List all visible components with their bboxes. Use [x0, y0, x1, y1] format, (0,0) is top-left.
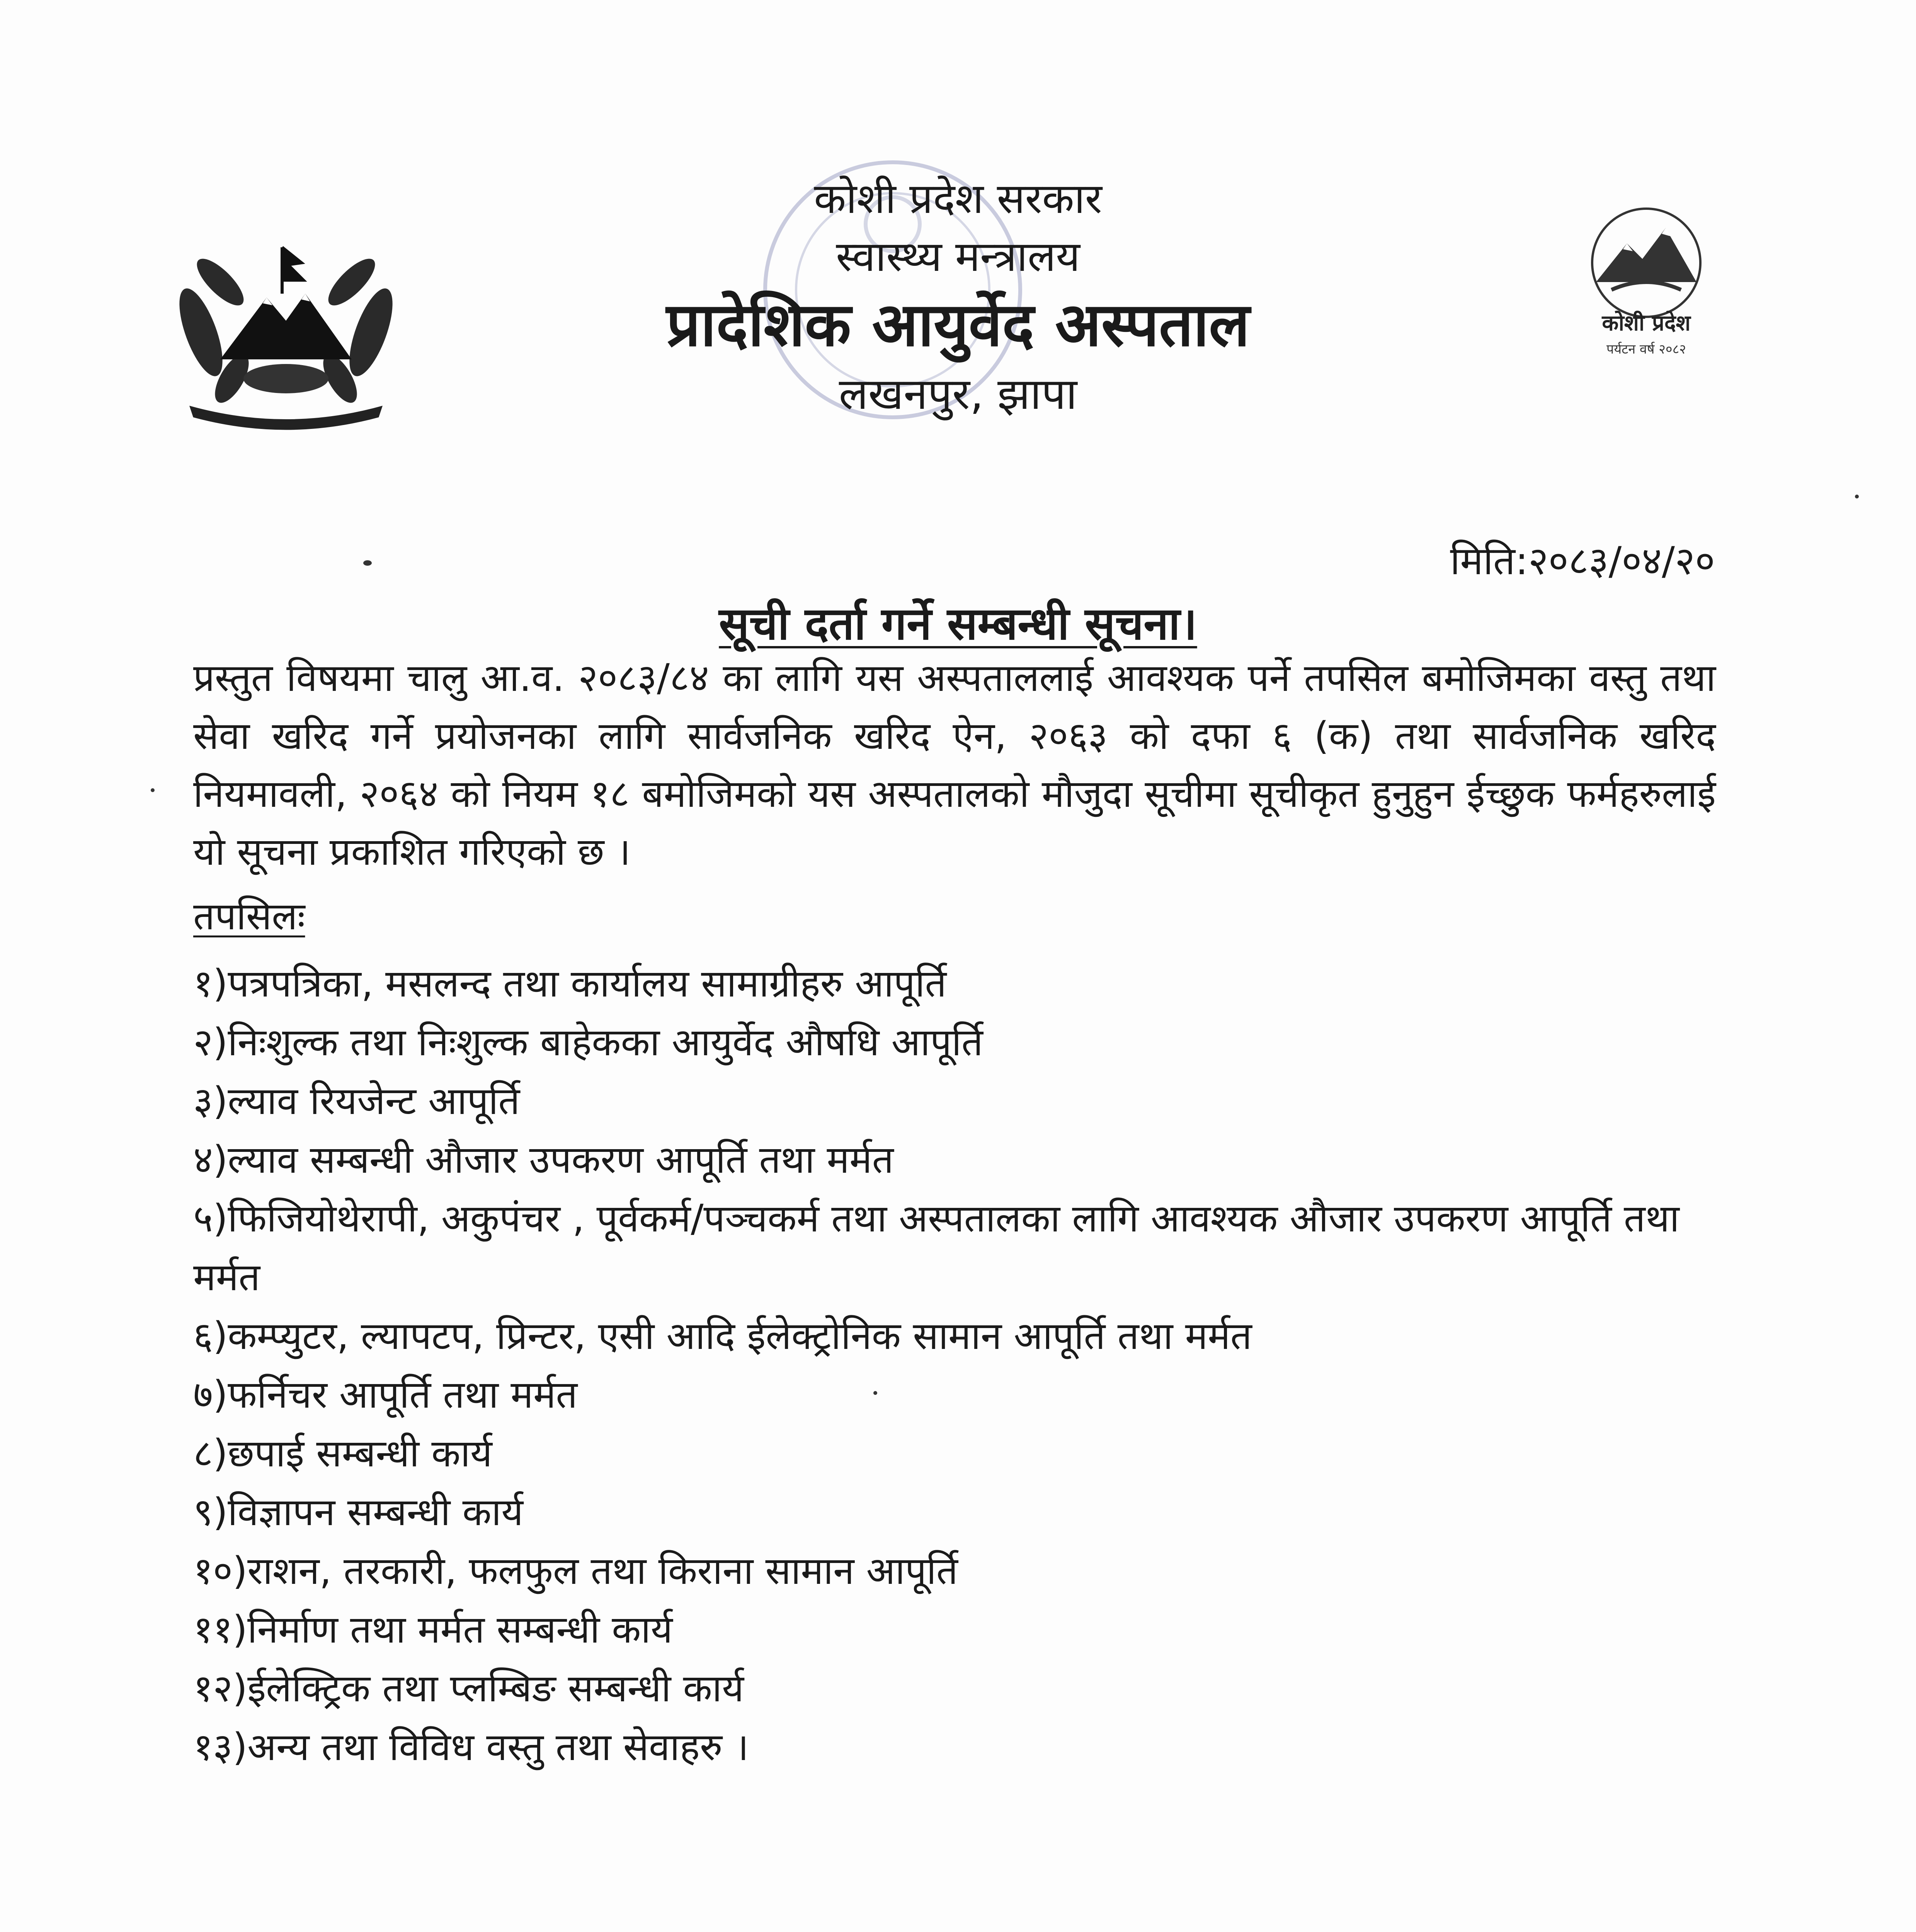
tapasil-heading: तपसिलः	[193, 895, 305, 939]
header-ministry: स्वास्थ्य मन्त्रालय	[836, 233, 1080, 281]
items-list	[193, 954, 1716, 1777]
list-item: ७)फर्निचर आपूर्ति तथा मर्मत	[193, 1373, 578, 1417]
list-item: १२)ईलेक्ट्रिक तथा प्लम्बिङ सम्बन्धी कार्य	[193, 1667, 744, 1711]
list-item: १३)अन्य तथा विविध वस्तु तथा सेवाहरु ।	[193, 1725, 749, 1769]
header-government: कोशी प्रदेश सरकार	[814, 175, 1102, 223]
scan-speck	[363, 560, 372, 566]
list-item: ९)विज्ञापन सम्बन्धी कार्य	[193, 1490, 523, 1534]
list-item: १०)राशन, तरकारी, फलफुल तथा किराना सामान आपूर्ति	[193, 1549, 958, 1593]
list-item: १)पत्रपत्रिका, मसलन्द तथा कार्यालय सामाग्रीहरु आपूर्ति	[193, 962, 947, 1006]
list-item: ४)ल्याव सम्बन्धी औजार उपकरण आपूर्ति तथा मर्मत	[193, 1138, 894, 1182]
notice-body: प्रस्तुत विषयमा चालु आ.व. २०८३/८४ का लागि यस अस्पताललाई आवश्यक पर्ने तपसिल बमोजिमका वस्तु तथा सेवा खरिद गर्ने प्रयोजनका लागि सार्वजनिक खरिद ऐन, २०६३ को दफा ६ (क) तथा सार्वजनिक खरिद नियमावली, २०६४ को नियम १८ बमोजिमको यस अस्पतालको मौजुदा सूचीमा सूचीकृत हुनुहुन ईच्छुक फर्महरुलाई यो सूचना प्रकाशित गरिएको छ ।	[193, 656, 1716, 874]
list-item: २)निःशुल्क तथा निःशुल्क बाहेकका आयुर्वेद औषधि आपूर्ति	[193, 1020, 983, 1065]
scan-speck	[1855, 495, 1859, 498]
subject-text: सूची दर्ता गर्ने सम्बन्धी सूचना।	[719, 598, 1197, 650]
koshi-logo-title: कोशी प्रदेश	[1602, 311, 1691, 336]
list-item: ६)कम्प्युटर, ल्यापटप, प्रिन्टर, एसी आदि ईलेक्ट्रोनिक सामान आपूर्ति तथा मर्मत	[193, 1314, 1252, 1358]
letterhead	[0, 170, 1916, 425]
list-item: ३)ल्याव रियजेन्ट आपूर्ति	[193, 1079, 520, 1123]
notice-date: मिति:२०८३/०४/२०	[1450, 538, 1715, 583]
scan-speck	[151, 788, 155, 792]
list-item: ११)निर्माण तथा मर्मत सम्बन्धी कार्य	[193, 1608, 673, 1652]
header-hospital: प्रादेशिक आयुर्वेद अस्पताल	[666, 289, 1250, 360]
header-address: लखनपुर, झापा	[839, 369, 1077, 419]
list-item: ८)छपाई सम्बन्धी कार्य	[193, 1432, 492, 1476]
notice-subject	[0, 591, 1916, 652]
list-item: ५)फिजियोथेरापी, अकुपंचर , पूर्वकर्म/पञ्चकर्म तथा अस्पतालका लागि आवश्यक औजार उपकरण आपूर्ति तथा मर्मत	[193, 1197, 1679, 1299]
koshi-logo-caption: पर्यटन वर्ष २०८२	[1606, 342, 1686, 357]
scan-speck	[873, 1391, 877, 1395]
